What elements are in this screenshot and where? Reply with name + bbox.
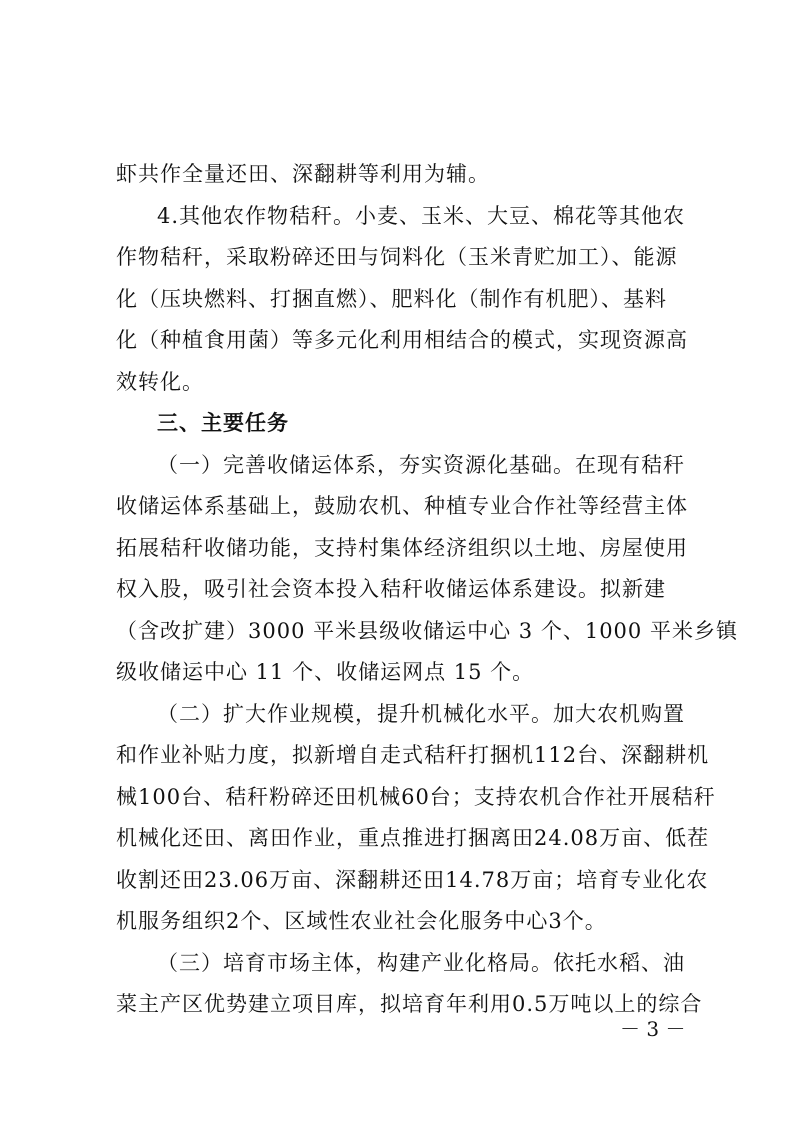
body-line [0, 694, 793, 734]
body-line [0, 196, 793, 236]
line-text: 拓展秸秆收储功能，支持村集体经济组织以土地、房屋使用 [116, 536, 688, 560]
body-line [0, 777, 793, 817]
body-line [0, 362, 793, 402]
body-line [0, 611, 793, 651]
line-text: 机服务组织2个、区域性农业社会化服务中心3个。 [116, 909, 607, 933]
line-text: 菜主产区优势建立项目库，拟培育年利用0.5万吨以上的综合 [116, 992, 703, 1016]
page-number: － 3 － [620, 1017, 686, 1041]
body-line [0, 154, 793, 194]
line-text: 化（种植食用菌）等多元化利用相结合的模式，实现资源高 [116, 328, 688, 352]
body-line [0, 860, 793, 900]
section-heading [0, 403, 793, 443]
body-line [0, 901, 793, 941]
body-line [0, 528, 793, 568]
line-text: （一）完善收储运体系，夯实资源化基础。在现有秸秆 [157, 453, 685, 477]
line-text: （二）扩大作业规模，提升机械化水平。加大农机购置 [157, 702, 685, 726]
line-text: 级收储运中心 11 个、收储运网点 15 个。 [116, 660, 535, 684]
line-text: 收储运体系基础上，鼓励农机、种植专业合作社等经营主体 [116, 494, 688, 518]
body-line [0, 569, 793, 609]
heading-text: 三、主要任务 [157, 411, 289, 435]
body-line [0, 279, 793, 319]
body-line [0, 237, 793, 277]
body-line [0, 943, 793, 983]
body-line [0, 818, 793, 858]
line-text: 和作业补贴力度，拟新增自走式秸秆打捆机112台、深翻耕机 [116, 743, 710, 767]
body-line [0, 320, 793, 360]
body-line [0, 652, 793, 692]
line-text: 虾共作全量还田、深翻耕等利用为辅。 [116, 162, 490, 186]
line-text: 械100台、秸秆粉碎还田机械60台；支持农机合作社开展秸秆 [116, 785, 716, 809]
line-text: 效转化。 [116, 370, 204, 394]
line-text: （含改扩建）3000 平米县级收储运中心 3 个、1000 平米乡镇 [116, 619, 738, 643]
line-text: 机械化还田、离田作业，重点推进打捆离田24.08万亩、低茬 [116, 826, 710, 850]
line-text: 作物秸秆，采取粉碎还田与饲料化（玉米青贮加工）、能源 [116, 245, 678, 269]
body-line [0, 735, 793, 775]
line-text: （三）培育市场主体，构建产业化格局。依托水稻、油 [157, 951, 685, 975]
line-text: 化（压块燃料、打捆直燃）、肥料化（制作有机肥）、基料 [116, 287, 667, 311]
line-text: 4.其他农作物秸秆。小麦、玉米、大豆、棉花等其他农 [157, 204, 686, 228]
line-text: 权入股，吸引社会资本投入秸秆收储运体系建设。拟新建 [116, 577, 666, 601]
body-line [0, 486, 793, 526]
line-text: 收割还田23.06万亩、深翻耕还田14.78万亩；培育专业化农 [116, 868, 709, 892]
body-line [0, 445, 793, 485]
